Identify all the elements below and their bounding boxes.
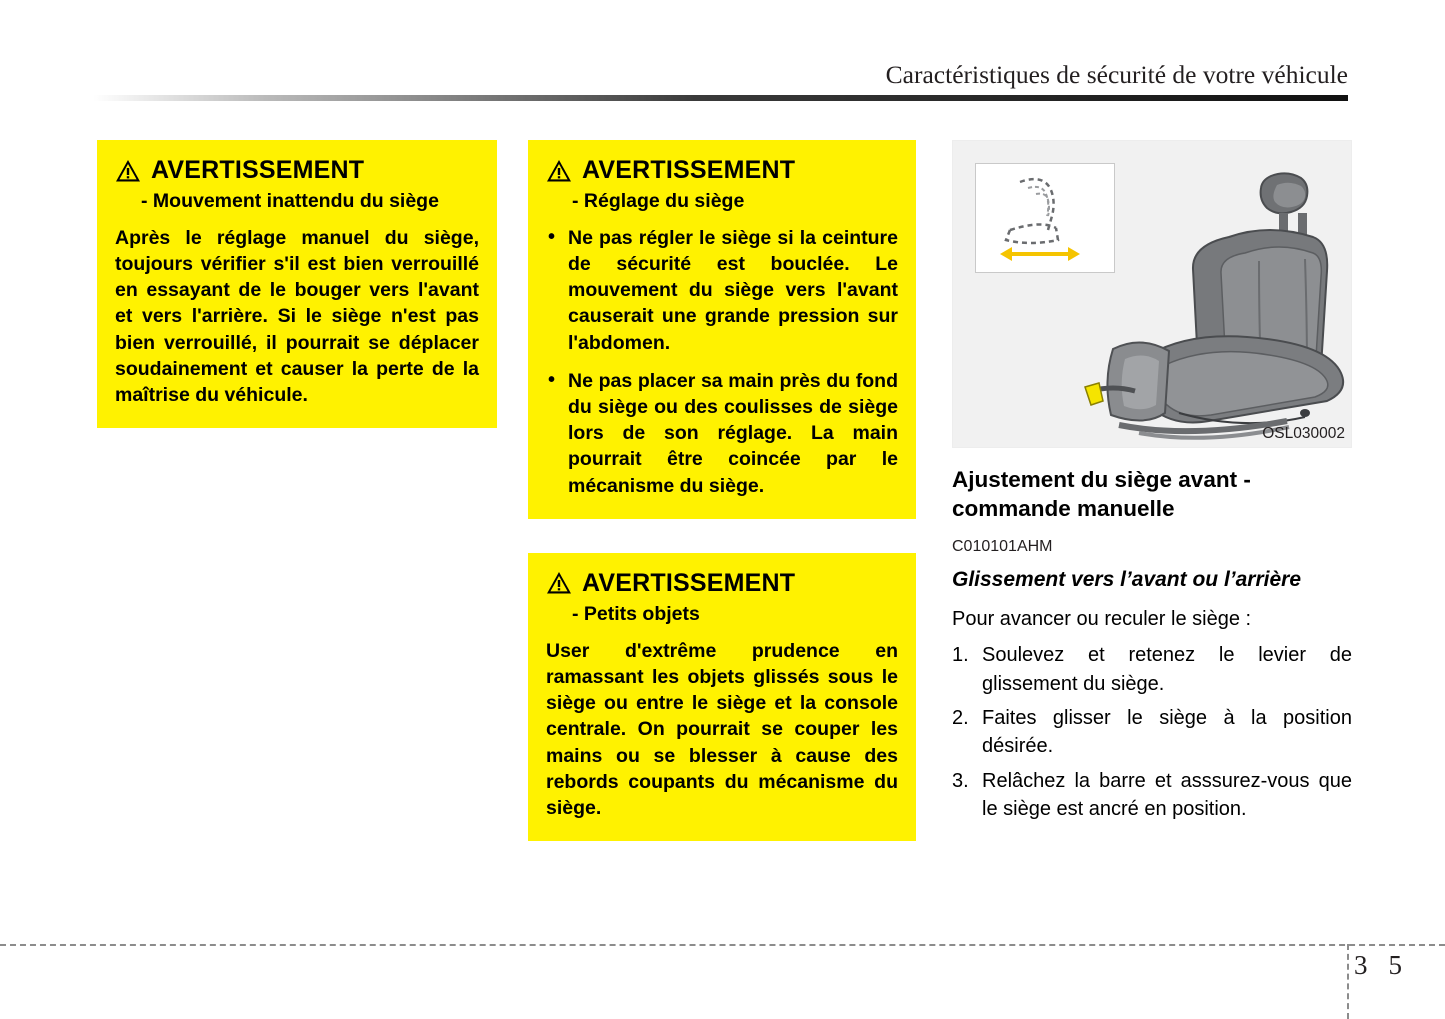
list-item: • Ne pas régler le siège si la ceinture de sécurité est bouclée. Le mouvement du siège vers l'avant causerait une grande pression sur l'abdomen. [546,225,898,356]
warning-box-seat-adjustment [528,140,916,519]
chapter-number: 3 [1354,950,1369,980]
column-right [952,140,1352,830]
seat-slide-direction-inset [975,163,1115,273]
warning-header [115,156,479,185]
warning-box-small-objects [528,553,916,841]
warning-title: AVERTISSEMENT [582,156,796,184]
warning-header [546,156,898,185]
section-intro-paragraph: Pour avancer ou reculer le siège : [952,607,1252,630]
warning-body: Après le réglage manuel du siège, toujours vérifier s'il est bien verrouillé en essayant de le bouger vers l'avant et vers l'arrière. Si le siège n'est pas bien verrouillé, il pourrait se déplacer soudainement et causer la perte de la maîtrise du véhicule. [115,226,479,407]
step-number: 2. [952,707,969,730]
footer-divider [0,944,1445,946]
numbered-steps-list [952,641,1352,823]
warning-subtitle: - Petits objets [572,602,700,625]
page-title: Caractéristiques de sécurité de votre véhicule [885,60,1348,89]
warning-title: AVERTISSEMENT [582,568,796,597]
warning-body: User d'extrême prudence en ramassant les objets glissés sous le siège ou entre le siège et la console centrale. On pourrait se couper les mains ou se blesser à cause des rebords coupants du mécanisme du siège. [546,639,898,819]
section-code: C010101AHM [952,537,1053,555]
column-middle [528,140,916,875]
warning-box-unexpected-seat-movement [97,140,497,428]
warning-title: AVERTISSEMENT [151,156,365,184]
warning-header [546,569,898,598]
list-item [952,767,1352,824]
page-header [0,30,1445,89]
step-text: Relâchez la barre et asssurez-vous que le siège est ancré en position. [982,769,1352,821]
warning-subtitle: - Mouvement inattendu du siège [141,190,439,212]
page-number-value: 5 [1388,950,1403,980]
header-divider [93,95,1348,101]
step-text: Faites glisser le siège à la position désirée. [982,707,1352,758]
warning-triangle-icon [115,159,141,183]
step-number: 1. [952,644,969,667]
step-text: Soulevez et retenez le levier de glissement du siège. [982,644,1352,695]
section-subheading: Glissement vers l’avant ou l’arrière [952,567,1302,591]
list-item: • Ne pas placer sa main près du fond du siège ou des coulisses de siège lors de son réglage. La main pourrait être coincée par le mécanisme du siège. [546,368,898,499]
footer-vertical-divider [1347,944,1349,1019]
section-title: Ajustement du siège avant - commande manuelle [952,467,1251,521]
page-number [1354,950,1403,981]
list-item [952,704,1352,761]
list-item [952,641,1352,698]
step-number: 3. [952,769,969,792]
warning-triangle-icon [546,159,572,183]
figure-code: OSL030002 [1262,425,1345,442]
warning-triangle-icon [546,571,572,595]
warning-subtitle: - Réglage du siège [572,190,745,212]
column-left [97,140,497,462]
front-seat-manual-adjustment-illustration [952,140,1352,448]
warning-bullet-list [546,225,898,499]
